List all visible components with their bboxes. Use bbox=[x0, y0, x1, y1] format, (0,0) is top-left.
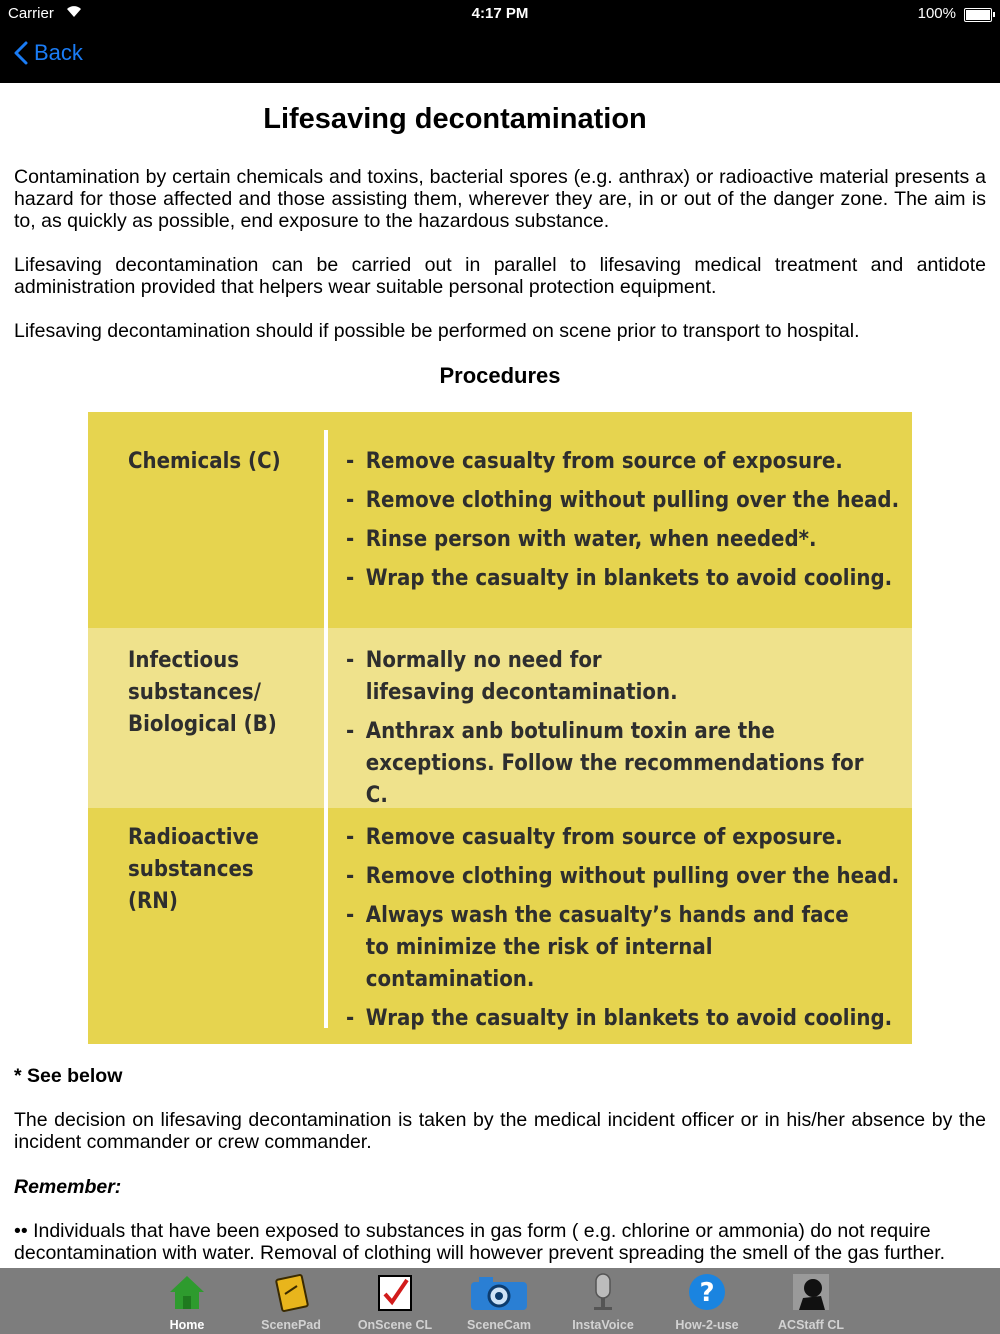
notepad-icon bbox=[271, 1272, 311, 1312]
navigation-bar bbox=[0, 28, 1000, 83]
procedure-items bbox=[346, 822, 906, 1042]
status-time: 4:17 PM bbox=[471, 5, 529, 22]
parallel-paragraph: Lifesaving decontamination can be carried out in parallel to lifesaving medical treatment and antidote administration provided that helpers wear suitable personal protection equipment. bbox=[14, 254, 986, 298]
content-area[interactable] bbox=[0, 83, 1000, 1268]
page-title: Lifesaving decontamination bbox=[263, 103, 647, 135]
procedure-row-label: Chemicals (C) bbox=[128, 449, 281, 474]
scene-paragraph: Lifesaving decontamination should if possible be performed on scene prior to transport to hospital. bbox=[14, 320, 860, 342]
microphone-icon bbox=[583, 1272, 623, 1312]
procedure-row-label: Infectious substances/ Biological (B) bbox=[128, 648, 277, 737]
help-icon bbox=[687, 1272, 727, 1312]
procedure-row-chemicals bbox=[88, 412, 912, 628]
battery-icon bbox=[964, 8, 992, 22]
procedure-item: - Wrap the casualty in blankets to avoid cooling. bbox=[346, 566, 893, 591]
procedure-item: - Remove clothing without pulling over the head. bbox=[346, 488, 900, 513]
tab-label: Home bbox=[169, 1318, 205, 1332]
home-icon bbox=[167, 1272, 207, 1312]
carrier-label: Carrier bbox=[8, 5, 54, 22]
staff-icon bbox=[791, 1272, 831, 1312]
decision-paragraph: The decision on lifesaving decontamination is taken by the medical incident officer or in his/her absence by the incident commander or crew commander. bbox=[14, 1109, 986, 1153]
procedure-row-biological bbox=[88, 628, 912, 808]
tab-label: InstaVoice bbox=[572, 1318, 634, 1332]
procedure-items bbox=[346, 645, 864, 819]
back-button[interactable] bbox=[14, 40, 83, 66]
tab-label: ACStaff CL bbox=[778, 1318, 844, 1332]
procedure-item: - Anthrax anb botulinum toxin are the exceptions. Follow the recommendations for C. bbox=[346, 719, 864, 808]
tab-label: ScenePad bbox=[261, 1318, 321, 1332]
tab-onscene-cl[interactable] bbox=[343, 1268, 447, 1334]
camera-icon bbox=[469, 1272, 529, 1312]
procedure-item: - Wrap the casualty in blankets to avoid cooling. bbox=[346, 1006, 893, 1031]
tab-acstaff-cl[interactable] bbox=[759, 1268, 863, 1334]
tab-how-2-use[interactable] bbox=[655, 1268, 759, 1334]
procedures-heading: Procedures bbox=[439, 363, 561, 388]
tab-label: OnScene CL bbox=[357, 1318, 433, 1332]
svg-text:?: ? bbox=[699, 1278, 715, 1308]
procedure-item: - Normally no need for lifesaving decontamination. bbox=[346, 648, 678, 705]
tab-bar bbox=[0, 1268, 1000, 1334]
procedure-item: - Always wash the casualty’s hands and face to minimize the risk of internal contamination. bbox=[346, 903, 849, 992]
checklist-icon bbox=[375, 1272, 415, 1312]
tab-label: How-2-use bbox=[675, 1318, 739, 1332]
procedure-item: - Remove casualty from source of exposure. bbox=[346, 449, 843, 474]
remember-bullet: •• Individuals that have been exposed to substances in gas form ( e.g. chlorine or ammonia) do not require decontamination with water. Removal of clothing will however prevent spreading the smell of the gas further. bbox=[14, 1220, 946, 1264]
intro-paragraph: Contamination by certain chemicals and toxins, bacterial spores (e.g. anthrax) or radioactive material presents a hazard for those affected and those assisting them, wherever they are, in or out of the danger zone. The aim is to, as quickly as possible, end exposure to the hazardous substance. bbox=[14, 166, 986, 232]
procedure-row-label: Radioactive substances (RN) bbox=[128, 825, 259, 914]
footnote: * See below bbox=[14, 1065, 123, 1087]
procedure-row-radioactive bbox=[88, 808, 912, 1044]
table-divider bbox=[324, 430, 328, 1028]
procedure-item: - Remove casualty from source of exposure. bbox=[346, 825, 843, 850]
remember-heading: Remember: bbox=[14, 1176, 122, 1198]
tab-scenepad[interactable] bbox=[239, 1268, 343, 1334]
procedure-item: - Rinse person with water, when needed*. bbox=[346, 527, 817, 552]
status-bar bbox=[0, 0, 1000, 28]
battery-percent: 100% bbox=[917, 5, 956, 22]
tab-home[interactable] bbox=[135, 1268, 239, 1334]
procedure-item: - Remove clothing without pulling over the head. bbox=[346, 864, 900, 889]
back-button-label: Back bbox=[34, 40, 83, 65]
tab-label: SceneCam bbox=[467, 1318, 531, 1332]
chevron-left-icon bbox=[14, 41, 28, 65]
tab-scenecam[interactable] bbox=[447, 1268, 551, 1334]
procedure-items bbox=[346, 446, 906, 602]
procedures-table bbox=[88, 412, 912, 1044]
tab-instavoice[interactable] bbox=[551, 1268, 655, 1334]
